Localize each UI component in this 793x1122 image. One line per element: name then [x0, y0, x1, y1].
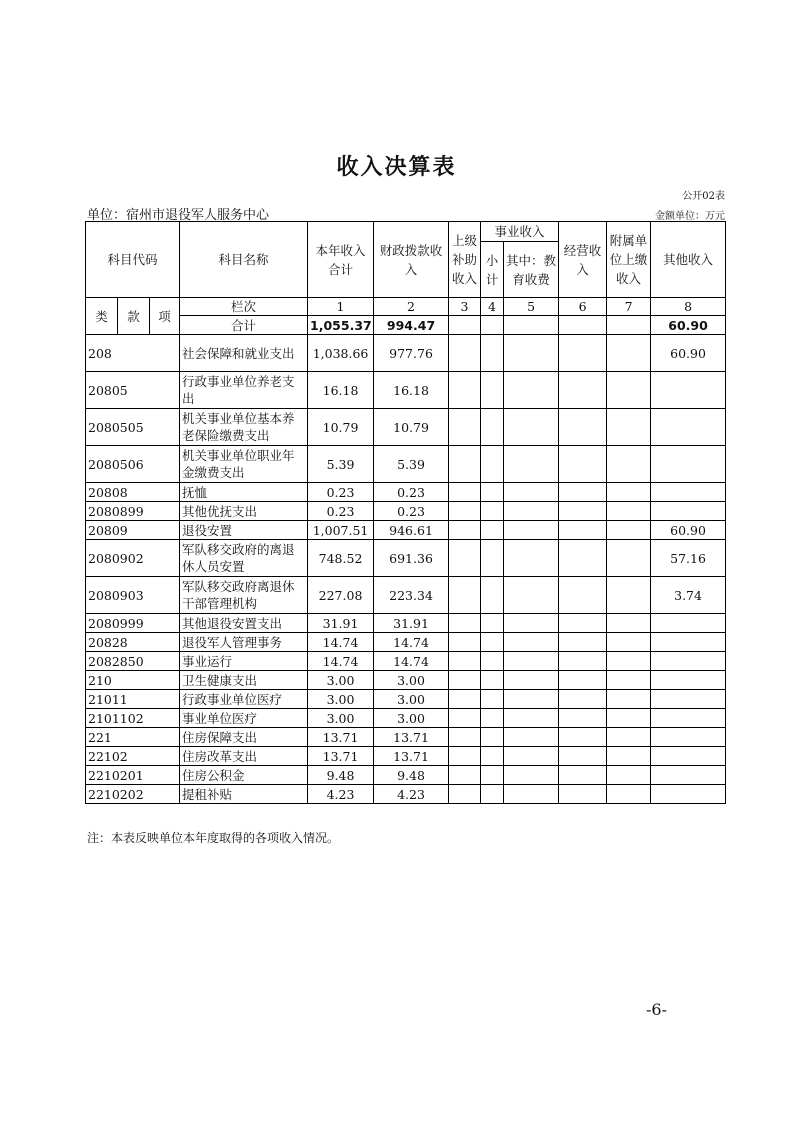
- row-fiscal: 0.23: [374, 502, 449, 521]
- row-code: 20808: [86, 483, 180, 502]
- row-code: 208: [86, 335, 180, 372]
- row-other: 60.90: [651, 521, 726, 540]
- table-row: [86, 372, 726, 409]
- col-index-3: 3: [449, 298, 481, 316]
- row-other: [651, 671, 726, 690]
- row-name: 其他优抚支出: [180, 502, 308, 521]
- row-total-income: 748.52: [308, 540, 374, 577]
- row-total-income: 13.71: [308, 747, 374, 766]
- header-code: 科目代码: [86, 222, 180, 298]
- row-fiscal: 5.39: [374, 446, 449, 483]
- income-table: [85, 221, 726, 804]
- row-fiscal: 13.71: [374, 728, 449, 747]
- table-row: [86, 709, 726, 728]
- header-total-income: 本年收入合计: [308, 222, 374, 298]
- table-row: [86, 409, 726, 446]
- row-other: [651, 372, 726, 409]
- table-row: [86, 728, 726, 747]
- row-name: 机关事业单位职业年金缴费支出: [180, 446, 308, 483]
- col-index-7: 7: [607, 298, 651, 316]
- total-other-value: 60.90: [651, 316, 726, 335]
- row-other: 3.74: [651, 577, 726, 614]
- table-row: [86, 335, 726, 372]
- table-row: [86, 502, 726, 521]
- row-name: 行政事业单位医疗: [180, 690, 308, 709]
- row-name: 行政事业单位养老支出: [180, 372, 308, 409]
- table-row: [86, 766, 726, 785]
- row-code: 2080902: [86, 540, 180, 577]
- row-name: 其他退役安置支出: [180, 614, 308, 633]
- row-total-income: 3.00: [308, 690, 374, 709]
- header-affiliated: 附属单位上缴收入: [607, 222, 651, 298]
- row-total-income: 14.74: [308, 633, 374, 652]
- row-other: [651, 483, 726, 502]
- row-total-income: 3.00: [308, 709, 374, 728]
- row-fiscal: 223.34: [374, 577, 449, 614]
- row-code: 2210202: [86, 785, 180, 804]
- table-row: [86, 690, 726, 709]
- table-row: [86, 671, 726, 690]
- header-fiscal: 财政拨款收入: [374, 222, 449, 298]
- row-fiscal: 16.18: [374, 372, 449, 409]
- footnote: 注：本表反映单位本年度取得的各项收入情况。: [87, 831, 340, 845]
- row-name: 军队移交政府离退休干部管理机构: [180, 577, 308, 614]
- col-index-8: 8: [651, 298, 726, 316]
- row-other: [651, 709, 726, 728]
- row-code: 20805: [86, 372, 180, 409]
- table-row: [86, 577, 726, 614]
- row-other: [651, 633, 726, 652]
- col-index-6: 6: [559, 298, 607, 316]
- row-fiscal: 10.79: [374, 409, 449, 446]
- header-subtotal: 小计: [481, 242, 504, 298]
- row-total-income: 227.08: [308, 577, 374, 614]
- header-kuan: 款: [118, 298, 150, 335]
- table-row: [86, 483, 726, 502]
- unit-label: 单位：宿州市退役军人服务中心: [87, 208, 270, 223]
- row-code: 2080506: [86, 446, 180, 483]
- row-code: 20809: [86, 521, 180, 540]
- row-other: 60.90: [651, 335, 726, 372]
- row-name: 事业单位医疗: [180, 709, 308, 728]
- row-total-income: 3.00: [308, 671, 374, 690]
- header-edu: 其中：教育收费: [504, 242, 559, 298]
- row-code: 22102: [86, 747, 180, 766]
- header-superior: 上级补助收入: [449, 222, 481, 298]
- total-fiscal-value: 994.47: [374, 316, 449, 335]
- row-total-income: 16.18: [308, 372, 374, 409]
- col-index-4: 4: [481, 298, 504, 316]
- col-index-1: 1: [308, 298, 374, 316]
- header-lei: 类: [86, 298, 118, 335]
- row-other: [651, 652, 726, 671]
- header-other: 其他收入: [651, 222, 726, 298]
- row-code: 2082850: [86, 652, 180, 671]
- page-number: -6-: [646, 1000, 667, 1019]
- row-total-income: 13.71: [308, 728, 374, 747]
- total-label: 合计: [180, 316, 308, 335]
- row-code: 20828: [86, 633, 180, 652]
- row-code: 2080899: [86, 502, 180, 521]
- row-fiscal: 3.00: [374, 671, 449, 690]
- table-row: [86, 747, 726, 766]
- row-code: 210: [86, 671, 180, 690]
- row-code: 21011: [86, 690, 180, 709]
- row-fiscal: 31.91: [374, 614, 449, 633]
- row-name: 机关事业单位基本养老保险缴费支出: [180, 409, 308, 446]
- header-career: 事业收入: [481, 222, 559, 242]
- row-name: 住房保障支出: [180, 728, 308, 747]
- row-fiscal: 977.76: [374, 335, 449, 372]
- table-row: [86, 652, 726, 671]
- row-total-income: 4.23: [308, 785, 374, 804]
- row-name: 卫生健康支出: [180, 671, 308, 690]
- row-other: [651, 690, 726, 709]
- header-lanci: 栏次: [180, 298, 308, 316]
- row-total-income: 0.23: [308, 483, 374, 502]
- table-row: [86, 785, 726, 804]
- row-name: 社会保障和就业支出: [180, 335, 308, 372]
- row-name: 事业运行: [180, 652, 308, 671]
- row-fiscal: 14.74: [374, 633, 449, 652]
- row-other: [651, 614, 726, 633]
- row-code: 2080999: [86, 614, 180, 633]
- row-name: 军队移交政府的离退休人员安置: [180, 540, 308, 577]
- header-xiang: 项: [150, 298, 180, 335]
- row-total-income: 0.23: [308, 502, 374, 521]
- row-other: [651, 502, 726, 521]
- row-total-income: 10.79: [308, 409, 374, 446]
- row-name: 抚恤: [180, 483, 308, 502]
- table-row: [86, 521, 726, 540]
- header-operating: 经营收入: [559, 222, 607, 298]
- col-index-2: 2: [374, 298, 449, 316]
- page-title: 收入决算表: [336, 155, 457, 180]
- row-total-income: 1,038.66: [308, 335, 374, 372]
- row-other: [651, 409, 726, 446]
- table-row: [86, 446, 726, 483]
- row-other: [651, 446, 726, 483]
- row-fiscal: 0.23: [374, 483, 449, 502]
- row-name: 退役安置: [180, 521, 308, 540]
- row-fiscal: 14.74: [374, 652, 449, 671]
- row-code: 2080505: [86, 409, 180, 446]
- form-code: 公开02表: [682, 191, 725, 202]
- row-name: 住房公积金: [180, 766, 308, 785]
- total-income-value: 1,055.37: [308, 316, 374, 335]
- header-name: 科目名称: [180, 222, 308, 298]
- row-code: 221: [86, 728, 180, 747]
- row-total-income: 14.74: [308, 652, 374, 671]
- table-row: [86, 633, 726, 652]
- row-other: [651, 785, 726, 804]
- row-fiscal: 3.00: [374, 709, 449, 728]
- row-fiscal: 4.23: [374, 785, 449, 804]
- row-fiscal: 13.71: [374, 747, 449, 766]
- row-other: [651, 728, 726, 747]
- row-code: 2101102: [86, 709, 180, 728]
- row-fiscal: 3.00: [374, 690, 449, 709]
- col-index-5: 5: [504, 298, 559, 316]
- row-name: 住房改革支出: [180, 747, 308, 766]
- table-row: [86, 540, 726, 577]
- row-name: 提租补贴: [180, 785, 308, 804]
- row-other: 57.16: [651, 540, 726, 577]
- row-total-income: 1,007.51: [308, 521, 374, 540]
- row-code: 2080903: [86, 577, 180, 614]
- row-fiscal: 9.48: [374, 766, 449, 785]
- row-other: [651, 747, 726, 766]
- row-name: 退役军人管理事务: [180, 633, 308, 652]
- row-fiscal: 946.61: [374, 521, 449, 540]
- table-row: [86, 614, 726, 633]
- row-code: 2210201: [86, 766, 180, 785]
- row-total-income: 5.39: [308, 446, 374, 483]
- row-fiscal: 691.36: [374, 540, 449, 577]
- amount-unit: 金额单位：万元: [655, 211, 725, 222]
- row-total-income: 9.48: [308, 766, 374, 785]
- row-other: [651, 766, 726, 785]
- row-total-income: 31.91: [308, 614, 374, 633]
